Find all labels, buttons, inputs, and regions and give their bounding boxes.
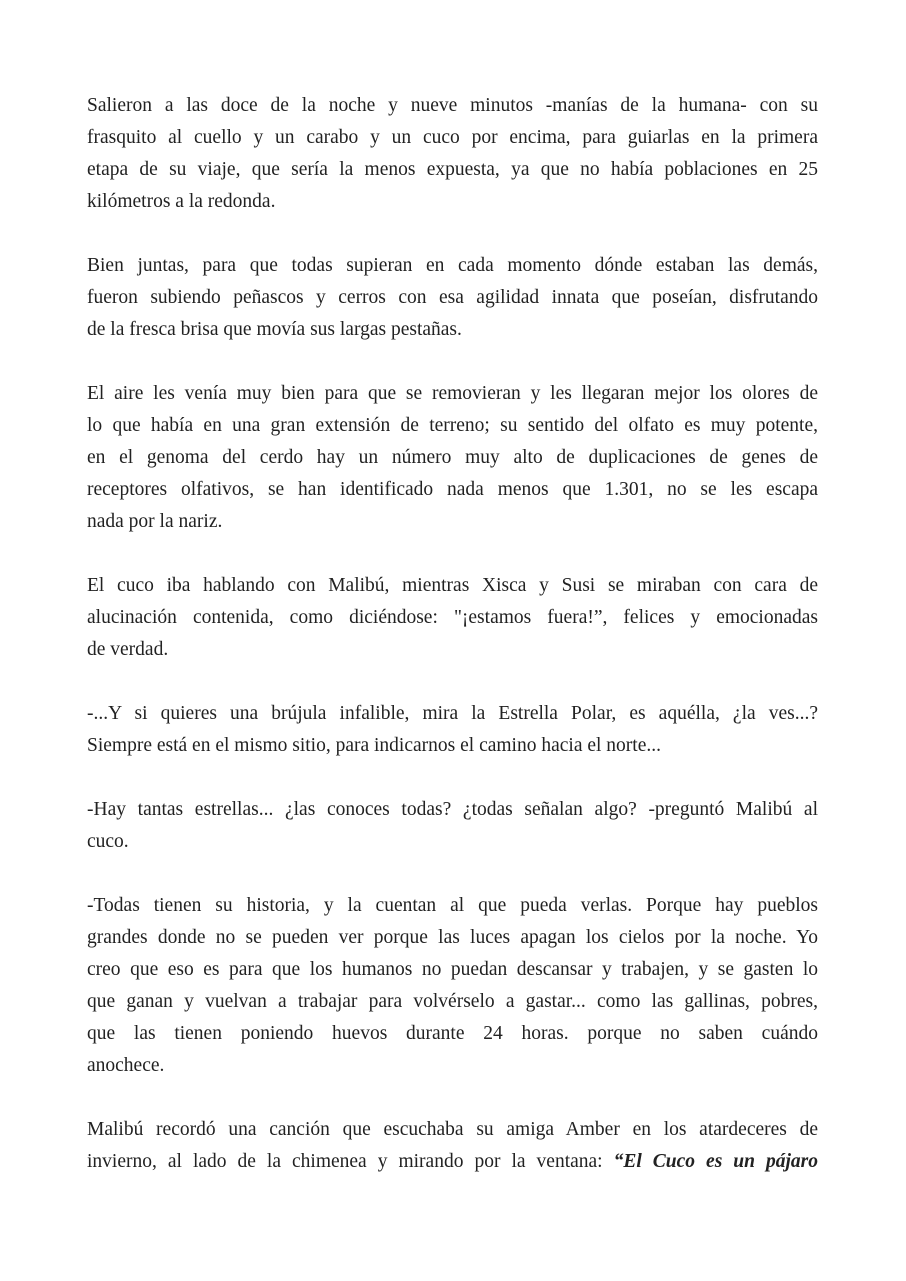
- text-line: que las tienen poniendo huevos durante 24 horas. porque no saben cuándo: [87, 1023, 818, 1044]
- text-line: El aire les venía muy bien para que se removieran y les llegaran mejor los olores de: [87, 383, 818, 404]
- text-line: cuco.: [87, 831, 129, 852]
- text-line: de verdad.: [87, 639, 169, 660]
- text-line: creo que eso es para que los humanos no puedan descansar y trabajen, y se gasten lo: [87, 959, 818, 980]
- text-line: kilómetros a la redonda.: [87, 191, 276, 212]
- text-line-final: [87, 1146, 818, 1178]
- text-line: Bien juntas, para que todas supieran en cada momento dónde estaban las demás,: [87, 255, 818, 276]
- paragraph-3: [87, 378, 818, 538]
- paragraph-8: [87, 1114, 818, 1178]
- text-line: grandes donde no se pueden ver porque las luces apagan los cielos por la noche. Yo: [87, 927, 818, 948]
- text-line: de la fresca brisa que movía sus largas pestañas.: [87, 319, 462, 340]
- text-line: fueron subiendo peñascos y cerros con esa agilidad innata que poseían, disfrutando: [87, 287, 818, 308]
- song-title-emphasis: “El Cuco es un pájaro: [613, 1151, 819, 1172]
- final-line-text: invierno, al lado de la chimenea y mirando por la ventana:: [87, 1151, 614, 1172]
- text-line: -Hay tantas estrellas... ¿las conoces todas? ¿todas señalan algo? -preguntó Malibú al: [87, 799, 818, 820]
- text-line: nada por la nariz.: [87, 511, 223, 532]
- text-line: frasquito al cuello y un carabo y un cuco por encima, para guiarlas en la primera: [87, 127, 818, 148]
- text-line: -Todas tienen su historia, y la cuentan al que pueda verlas. Porque hay pueblos: [87, 895, 818, 916]
- paragraph-5: [87, 698, 818, 762]
- paragraph-6: [87, 794, 818, 858]
- text-line: en el genoma del cerdo hay un número muy alto de duplicaciones de genes de: [87, 447, 818, 468]
- text-line: etapa de su viaje, que sería la menos expuesta, ya que no había poblaciones en 25: [87, 159, 818, 180]
- paragraph-7: [87, 890, 818, 1082]
- text-line: El cuco iba hablando con Malibú, mientras Xisca y Susi se miraban con cara de: [87, 575, 818, 596]
- text-line: que ganan y vuelvan a trabajar para volvérselo a gastar... como las gallinas, pobres,: [87, 991, 818, 1012]
- text-line: receptores olfativos, se han identificado nada menos que 1.301, no se les escapa: [87, 479, 818, 500]
- paragraph-2: [87, 250, 818, 346]
- text-line: Malibú recordó una canción que escuchaba su amiga Amber en los atardeceres de: [87, 1119, 818, 1140]
- document-page: [87, 90, 818, 1210]
- text-line: anochece.: [87, 1055, 165, 1076]
- text-line: Salieron a las doce de la noche y nueve minutos -manías de la humana- con su: [87, 95, 818, 116]
- text-line: alucinación contenida, como diciéndose: "¡estamos fuera!”, felices y emocionadas: [87, 607, 818, 628]
- paragraph-1: [87, 90, 818, 218]
- text-line: -...Y si quieres una brújula infalible, mira la Estrella Polar, es aquélla, ¿la ves...?: [87, 703, 818, 724]
- text-line: Siempre está en el mismo sitio, para indicarnos el camino hacia el norte...: [87, 735, 661, 756]
- text-line: lo que había en una gran extensión de terreno; su sentido del olfato es muy potente,: [87, 415, 818, 436]
- paragraph-4: [87, 570, 818, 666]
